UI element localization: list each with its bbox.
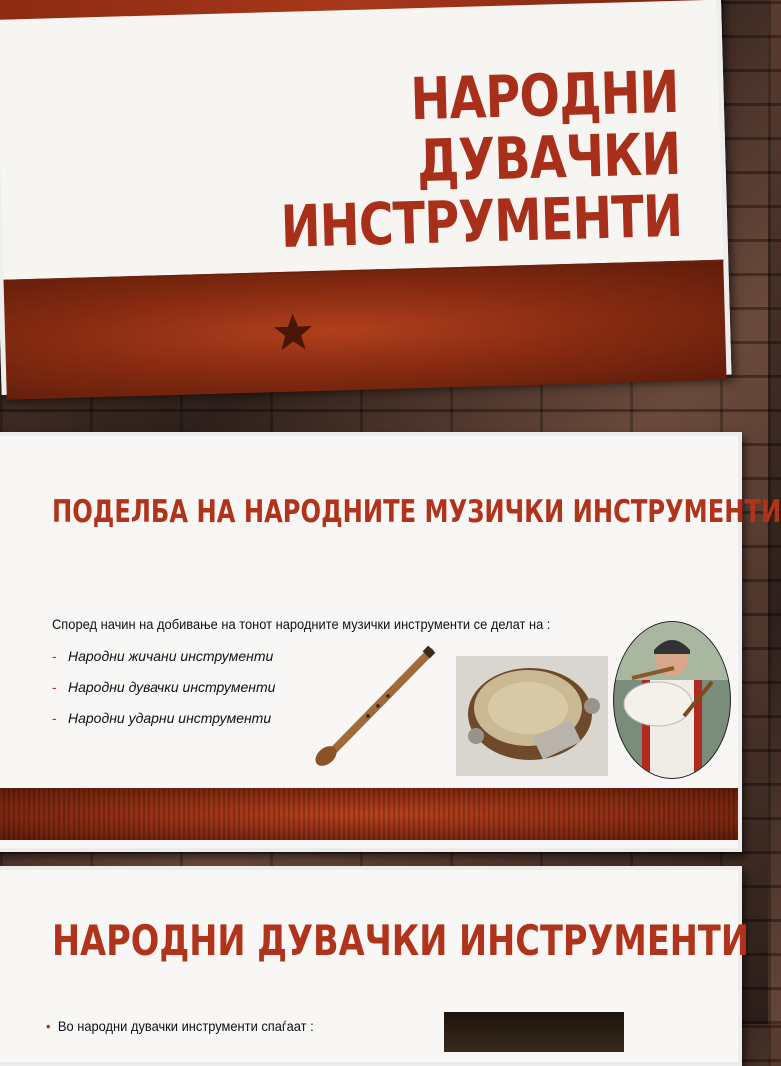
tambourine-image xyxy=(456,656,608,776)
instrument-photo xyxy=(444,1012,624,1052)
list-item xyxy=(52,648,275,679)
dash-marker: - xyxy=(52,710,57,726)
intro-text: Според начин на добивање на тонот народните музички инструменти се делат на : xyxy=(52,616,551,632)
bagpipe-player-image xyxy=(612,620,732,780)
decorative-band xyxy=(0,788,738,840)
band-divider xyxy=(4,260,724,282)
dash-marker: - xyxy=(52,648,57,664)
list-item-label: Народни дувачки инструменти xyxy=(68,679,276,695)
list-item-label: Народни жичани инструменти xyxy=(68,648,274,664)
slide-heading: НАРОДНИ ДУВАЧКИ ИНСТРУМЕНТИ xyxy=(52,916,749,965)
list-item xyxy=(52,679,275,710)
list-item xyxy=(52,710,275,741)
bullet-dot: • xyxy=(46,1018,51,1034)
wind-instruments-slide xyxy=(0,866,749,1066)
bullet-text: Во народни дувачки инструменти спаѓаат : xyxy=(57,1018,314,1034)
kaval-image xyxy=(308,648,438,768)
classification-slide xyxy=(0,432,781,852)
bullet-item xyxy=(46,1018,314,1034)
slide-title: НАРОДНИ ДУВАЧКИ ИНСТРУМЕНТИ xyxy=(279,57,683,261)
instrument-type-list xyxy=(52,648,275,741)
dash-marker: - xyxy=(52,679,57,695)
list-item-label: Народни ударни инструменти xyxy=(68,710,272,726)
title-slide-card xyxy=(0,0,731,395)
slide-heading: ПОДЕЛБА НА НАРОДНИТЕ МУЗИЧКИ ИНСТРУМЕНТИ xyxy=(52,494,781,530)
title-slide xyxy=(0,0,731,395)
top-band xyxy=(0,0,716,20)
star-icon xyxy=(273,311,314,352)
bottom-band xyxy=(4,260,727,400)
